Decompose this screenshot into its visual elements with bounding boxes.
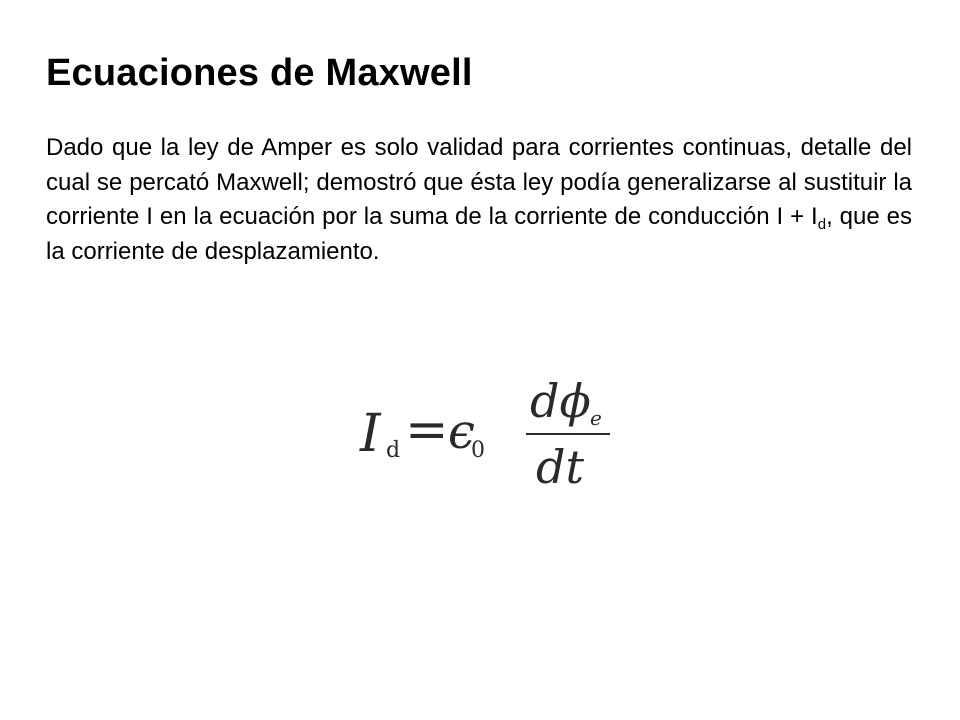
displacement-current-equation — [360, 374, 630, 498]
body-paragraph-part2: , que es la corriente de desplazamiento. — [46, 203, 912, 265]
equation-equals-sign: = — [405, 400, 449, 460]
equation-lhs: I — [360, 404, 381, 464]
equation-epsilon-subscript: 0 — [471, 438, 485, 463]
equation-epsilon: ϵ — [448, 404, 475, 460]
body-paragraph-part1: Dado que la ley de Amper es solo validad para corrientes continuas, detalle del cual se percató Maxwell; demostró que ésta ley podía generalizarse al sustituir la corriente I en la ecuación por la suma de la corriente de conducción I + I — [46, 134, 912, 230]
equation-fraction-bar — [526, 433, 610, 435]
equation-numerator-subscript: e — [590, 406, 602, 430]
equation-denominator: dt — [536, 440, 584, 494]
body-paragraph-subscript: d — [817, 216, 827, 233]
equation-lhs-subscript: d — [386, 438, 401, 463]
equation-numerator: dϕ — [530, 374, 591, 428]
body-paragraph — [46, 131, 912, 269]
slide-title: Ecuaciones de Maxwell — [46, 52, 473, 94]
